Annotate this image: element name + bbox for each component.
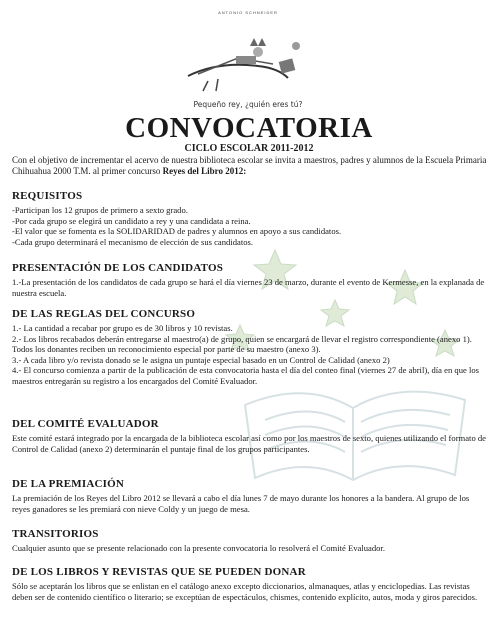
section-body-requisitos <box>12 205 486 247</box>
section-heading-comite: DEL COMITÉ EVALUADOR <box>12 418 159 430</box>
section-heading-reglas: DE LAS REGLAS DEL CONCURSO <box>12 308 196 320</box>
paragraph: La premiación de los Reyes del Libro 2012 se llevará a cabo el día lunes 7 de mayo durante los honores a la bandera. Al grupo de los reyes ganadores se les premiará con nieve Coldy y un juego de mesa. <box>12 493 470 514</box>
cover-title: Pequeño rey, ¿quién eres tú? <box>193 100 303 109</box>
section-heading-premiacion: DE LA PREMIACIÓN <box>12 478 124 490</box>
list-item: -Cada grupo determinará el mecanismo de elección de sus candidatos. <box>12 236 254 247</box>
paragraph: Sólo se aceptarán los libros que se enlistan en el catálogo anexo excepto diccionarios, almanaques, atlas y enciclopedias. Las revistas deben ser de contenido científico o literario; se exceptúan de espectáculos, chismes, contenido explícito, autos, moda y giros parecidos. <box>12 581 478 602</box>
section-heading-requisitos: REQUISITOS <box>12 190 83 202</box>
intro-paragraph <box>12 155 487 177</box>
section-heading-presentacion: PRESENTACIÓN DE LOS CANDIDATOS <box>12 262 224 274</box>
list-item: 4.- El concurso comienza a partir de la publicación de esta convocatoria hasta el día del conteo final (viernes 27 de abril), día en que los maestros entregarán su registro a los encargados del Comité Evaluador. <box>12 365 479 386</box>
paragraph: Este comité estará integrado por la encargada de la biblioteca escolar así como por los maestros de sexto, quienes utilizando el formato de Control de Calidad (anexo 2) determinarán el puntaje final de los grupos participantes. <box>12 433 486 454</box>
page-title: CONVOCATORIA <box>125 112 373 144</box>
list-item: -Participan los 12 grupos de primero a sexto grado. <box>12 205 188 215</box>
section-body-premiacion <box>12 493 486 514</box>
section-body-transitorios <box>12 543 486 554</box>
section-body-donar <box>12 581 486 602</box>
list-item: 3.- A cada libro y/o revista donado se le asigna un puntaje especial basado en un Control de Calidad (anexo 2) <box>12 354 390 365</box>
list-item: 2.- Los libros recabados deberán entregarse al maestro(a) de grupo, quien se encargará de llevar el registro correspondiente (anexo 1). Todos los donantes reciben un reconocimiento especial por parte de su maestro (anexo 3). <box>12 333 472 355</box>
contest-name: Reyes del Libro 2012: <box>162 166 247 176</box>
section-heading-donar: DE LOS LIBROS Y REVISTAS QUE SE PUEDEN DONAR <box>12 566 306 578</box>
list-item: -El valor que se fomenta es la SOLIDARIDAD de padres y alumnos en apoyo a sus candidatos. <box>12 226 342 237</box>
list-item: -Por cada grupo se elegirá un candidato a rey y una candidata a reina. <box>12 215 251 226</box>
section-body-presentacion <box>12 277 486 298</box>
little-king-illustration-icon <box>178 16 318 96</box>
cover-author: ANTONIO SCHNEIDER <box>218 10 278 15</box>
section-body-reglas <box>12 323 486 387</box>
intro-text: Con el objetivo de incrementar el acervo de nuestra biblioteca escolar se invita a maestros, padres y alumnos de la Escuela Primaria Chihuahua 2000 T.M. al primer concurso <box>12 155 487 176</box>
section-body-comite <box>12 433 486 454</box>
page-subtitle: CICLO ESCOLAR 2011-2012 <box>184 143 314 154</box>
section-heading-transitorios: TRANSITORIOS <box>12 528 99 540</box>
book-cover <box>148 2 348 114</box>
list-item: 1.- La cantidad a recabar por grupo es de 30 libros y 10 revistas. <box>12 323 233 333</box>
paragraph: 1.-La presentación de los candidatos de cada grupo se hará el día viernes 23 de marzo, durante el evento de Kermesse, en la explanada de nuestra escuela. <box>12 277 485 298</box>
paragraph: Cualquier asunto que se presente relacionado con la presente convocatoria lo resolverá el Comité Evaluador. <box>12 543 385 553</box>
